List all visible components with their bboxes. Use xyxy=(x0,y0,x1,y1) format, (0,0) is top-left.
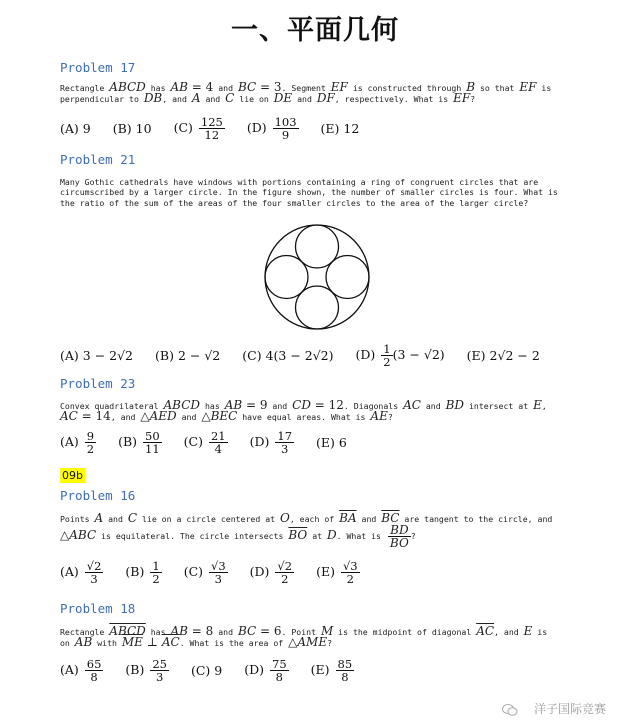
choice-label: (D) xyxy=(244,662,265,677)
problem-23-choices xyxy=(60,430,369,455)
answer-choice xyxy=(242,348,333,363)
answer-choice xyxy=(113,121,152,136)
fraction-denominator: 2 xyxy=(383,355,391,369)
choice-value-suffix: (3 − √2) xyxy=(392,347,445,362)
choice-fraction xyxy=(209,560,228,585)
choice-value: 6 xyxy=(338,435,347,450)
fraction-denominator: 3 xyxy=(156,670,164,684)
page-title: 一、平面几何 xyxy=(231,15,399,46)
answer-choice xyxy=(247,116,299,141)
fraction-denominator: 2 xyxy=(281,572,289,586)
problem-16-text: Points A and C lie on a circle centered at O, each of $\overline{BA}$ and $\overline{BC}$ are tangent to the circle, and △ABC is equilateral. The circle intersects $\overline{BO}$ at D. What is $\frac{BD}{BO}$ ? xyxy=(60,511,553,551)
choice-label: (D) xyxy=(249,434,270,449)
choice-label: (E) xyxy=(316,435,335,450)
problem-21-header: Problem 21 xyxy=(60,152,136,167)
choice-fraction xyxy=(150,658,169,683)
answer-choice xyxy=(191,663,222,678)
fraction-denominator: 3 xyxy=(214,572,222,586)
choice-fraction xyxy=(85,560,104,585)
choice-label: (C) xyxy=(190,663,211,678)
answer-choice xyxy=(467,348,540,363)
choice-fraction xyxy=(143,430,162,455)
fraction-numerator: 103 xyxy=(274,115,297,129)
choice-label: (B) xyxy=(155,348,174,363)
choice-label: (E) xyxy=(466,348,486,363)
fraction-numerator: 21 xyxy=(210,429,226,443)
problem-23-text: Convex quadrilateral ABCD has AB = 9 and CD = 12. Diagonals AC and BD intersect at E, AC = 14, and △AED and △BEC have equal areas. What is AE? xyxy=(60,398,547,424)
wechat-icon xyxy=(502,703,518,717)
answer-choice xyxy=(125,658,169,683)
fraction-numerator: √3 xyxy=(211,559,226,573)
choice-label: (B) xyxy=(118,434,138,449)
problem-21-text: Many Gothic cathedrals have windows with portions containing a ring of congruent circles that are circumscribed by a larger circle. In the figure shown, the number of smaller circles is four. What is the ratio of the sum of the areas of the four smaller circles to the area of the larger circle? xyxy=(60,177,558,208)
fraction-denominator: 3 xyxy=(90,572,98,586)
answer-choice xyxy=(184,430,228,455)
answer-choice xyxy=(311,658,355,683)
choice-label: (E) xyxy=(320,121,340,136)
choice-label: (B) xyxy=(125,564,145,579)
choice-fraction xyxy=(85,430,96,455)
choice-label: (B) xyxy=(125,662,145,677)
watermark: 洋子国际竞赛 xyxy=(533,702,606,716)
answer-choice xyxy=(155,348,220,363)
choice-label: (E) xyxy=(316,564,335,579)
choice-label: (A) xyxy=(60,121,79,136)
answer-choice xyxy=(125,560,161,585)
fraction-denominator: 4 xyxy=(214,442,222,456)
answer-choice xyxy=(250,560,294,585)
fraction-denominator: 3 xyxy=(281,442,289,456)
choice-value: 9 xyxy=(82,121,91,136)
fraction-denominator: 8 xyxy=(275,670,283,684)
problem-16-choices xyxy=(60,560,382,585)
fraction-denominator: 2 xyxy=(86,442,95,456)
fraction-numerator: √2 xyxy=(86,559,102,573)
fraction-numerator: √3 xyxy=(342,559,358,573)
choice-value: 3 − 2√2 xyxy=(82,348,134,363)
fraction-numerator: 50 xyxy=(145,429,160,443)
choice-label: (D) xyxy=(249,564,270,579)
fraction-denominator: 2 xyxy=(152,572,160,586)
choice-label: (A) xyxy=(60,348,79,363)
fraction-numerator: 1 xyxy=(383,342,391,356)
answer-choice xyxy=(250,430,294,455)
choice-value: 2 − √2 xyxy=(177,348,221,363)
fraction-numerator: √2 xyxy=(277,559,293,573)
fraction-numerator: 25 xyxy=(152,657,167,671)
fraction-denominator: 8 xyxy=(90,670,98,684)
problem-17-header: Problem 17 xyxy=(60,60,136,75)
choice-fraction xyxy=(275,560,294,585)
problem-18-text: Rectangle ABCD has AB = 8 and BC = 6. Point M is the midpoint of diagonal $\overline{AC}$, and E is on AB with $\overline{ME}$ ⊥ $\overline{AC}$. What is the area of △AME? xyxy=(60,624,548,650)
choice-fraction xyxy=(150,560,161,585)
choice-value: 4(3 − 2√2) xyxy=(265,348,334,363)
fraction-numerator: 65 xyxy=(86,657,102,671)
answer-choice xyxy=(60,348,133,363)
answer-choice xyxy=(60,430,96,455)
choice-fraction xyxy=(85,658,104,683)
fraction-denominator: 9 xyxy=(281,128,290,142)
choice-fraction xyxy=(336,658,355,683)
choice-fraction xyxy=(275,430,294,455)
answer-choice xyxy=(316,560,360,585)
problem-16-header: Problem 16 xyxy=(60,488,136,503)
choice-fraction xyxy=(381,343,392,368)
choice-fraction xyxy=(199,116,225,141)
answer-choice xyxy=(356,343,445,368)
answer-choice xyxy=(316,435,347,450)
choice-label: (B) xyxy=(112,121,132,136)
choice-label: (E) xyxy=(310,662,330,677)
choice-fraction xyxy=(209,430,228,455)
small-circle-right xyxy=(326,256,369,299)
problem-17-choices xyxy=(60,116,381,141)
answer-choice xyxy=(321,121,360,136)
fraction-numerator: 85 xyxy=(337,657,353,671)
choice-label: (C) xyxy=(242,348,262,363)
fraction-denominator: 12 xyxy=(204,128,220,142)
small-circle-left xyxy=(265,256,308,299)
choice-label: (C) xyxy=(183,564,204,579)
problem-17-text: Rectangle ABCD has AB = 4 and BC = 3. Segment EF is constructed through B so that EF is perpendicular to DB, and A and C lie on DE and DF, respectively. What is EF? xyxy=(60,80,552,106)
problem-21-choices xyxy=(60,343,562,368)
choice-label: (C) xyxy=(183,434,203,449)
section-tag: 09b xyxy=(62,469,83,482)
choice-value: 9 xyxy=(214,663,223,678)
answer-choice xyxy=(184,560,228,585)
choice-label: (D) xyxy=(246,120,267,135)
fraction-numerator: 9 xyxy=(86,429,95,443)
fraction-denominator: 2 xyxy=(346,572,354,586)
answer-choice xyxy=(60,560,103,585)
fraction-denominator: 11 xyxy=(145,442,160,456)
fraction-numerator: 75 xyxy=(272,657,287,671)
choice-fraction xyxy=(341,560,360,585)
fraction-numerator: 125 xyxy=(200,115,223,129)
choice-label: (C) xyxy=(173,120,193,135)
fraction-numerator: 17 xyxy=(277,429,293,443)
problem-23-header: Problem 23 xyxy=(60,376,136,391)
answer-choice xyxy=(60,658,103,683)
fraction-denominator: 8 xyxy=(341,670,349,684)
choice-label: (A) xyxy=(60,662,79,677)
answer-choice xyxy=(118,430,162,455)
gothic-window-figure xyxy=(262,222,372,332)
large-circle xyxy=(265,225,369,329)
choice-label: (D) xyxy=(355,347,376,362)
choice-fraction xyxy=(270,658,289,683)
problem-18-header: Problem 18 xyxy=(60,601,136,616)
answer-choice xyxy=(174,116,225,141)
choice-value: 10 xyxy=(135,121,152,136)
fraction-numerator: 1 xyxy=(152,559,160,573)
answer-choice xyxy=(60,121,91,136)
answer-choice xyxy=(244,658,288,683)
choice-value: 12 xyxy=(343,121,360,136)
choice-value: 2√2 − 2 xyxy=(489,348,540,363)
choice-fraction xyxy=(273,116,299,141)
choice-label: (A) xyxy=(60,434,79,449)
choice-label: (A) xyxy=(60,564,79,579)
problem-18-choices xyxy=(60,658,376,683)
